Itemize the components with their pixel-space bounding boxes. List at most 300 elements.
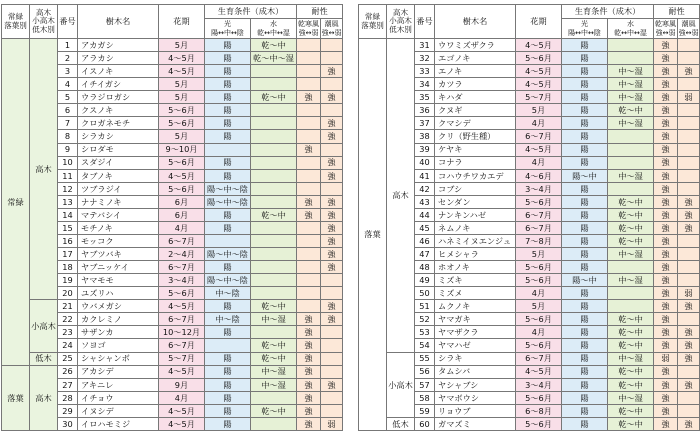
light-cell: 陽〜中〜陰 [205, 248, 251, 261]
tree-name-cell: イヌシデ [78, 404, 159, 417]
water-cell [608, 39, 654, 52]
light-cell: 中〜陰 [205, 287, 251, 300]
light-cell: 陽 [205, 91, 251, 104]
salt-wind-cell: 強 [678, 221, 700, 234]
water-cell [251, 195, 297, 208]
tree-name-cell: カクレミノ [78, 313, 159, 326]
flower-period-cell: 6月 [159, 195, 205, 208]
light-cell: 陽 [562, 91, 608, 104]
water-cell [251, 169, 297, 182]
tree-name-cell: サザンカ [78, 326, 159, 339]
cold-wind-cell: 強 [654, 391, 678, 404]
cold-wind-cell: 強 [297, 391, 321, 404]
water-cell: 中〜湿 [608, 169, 654, 182]
tree-name-cell: イロハモミジ [78, 417, 159, 430]
number-cell: 14 [58, 208, 78, 221]
water-cell [608, 143, 654, 156]
salt-wind-cell: 強 [678, 352, 700, 365]
table-row [359, 39, 700, 52]
cold-wind-cell: 強 [654, 65, 678, 78]
cold-wind-cell [297, 182, 321, 195]
height-class-cell: 高木 [30, 39, 58, 300]
water-cell: 中〜湿 [608, 117, 654, 130]
light-cell: 陽 [562, 287, 608, 300]
cold-wind-cell: 強 [654, 417, 678, 430]
cold-wind-cell: 強 [654, 195, 678, 208]
light-cell: 陽〜中〜陰 [205, 274, 251, 287]
tree-name-cell: ヤブニッケイ [78, 261, 159, 274]
water-cell [251, 326, 297, 339]
light-cell: 陽 [205, 352, 251, 365]
flower-period-cell: 6〜7月 [516, 221, 562, 234]
salt-wind-cell [678, 156, 700, 169]
flower-period-cell: 4〜5月 [516, 39, 562, 52]
tree-name-cell: ツブラジイ [78, 182, 159, 195]
tree-name-cell: クリ（野生種） [435, 130, 516, 143]
tree-name-cell: イスノキ [78, 65, 159, 78]
water-cell: 乾〜中 [251, 300, 297, 313]
cold-wind-cell: 強 [297, 326, 321, 339]
category-cell: 常緑 [2, 39, 30, 366]
water-cell [251, 156, 297, 169]
number-cell: 10 [58, 156, 78, 169]
flower-period-cell: 4月 [159, 391, 205, 404]
cold-wind-cell: 強 [654, 169, 678, 182]
tree-name-cell: タムシバ [435, 365, 516, 378]
cold-wind-cell [297, 274, 321, 287]
number-cell: 37 [415, 117, 435, 130]
number-cell: 34 [415, 78, 435, 91]
table-row [2, 365, 343, 378]
salt-wind-cell: 強 [321, 65, 343, 78]
cold-wind-cell [297, 248, 321, 261]
water-cell: 中〜湿 [608, 352, 654, 365]
flower-period-cell: 4月 [516, 287, 562, 300]
light-cell: 陽 [562, 365, 608, 378]
cold-wind-cell: 強 [654, 104, 678, 117]
tree-name-cell: ハネミイヌエンジュ [435, 234, 516, 247]
salt-wind-cell: 強 [321, 221, 343, 234]
number-cell: 38 [415, 130, 435, 143]
light-cell: 陽 [205, 300, 251, 313]
salt-wind-cell [678, 404, 700, 417]
cold-wind-cell: 強 [297, 352, 321, 365]
salt-wind-cell: 強 [321, 91, 343, 104]
cold-wind-cell: 強 [297, 339, 321, 352]
light-cell: 陽 [205, 208, 251, 221]
cold-wind-cell: 強 [297, 378, 321, 391]
tree-name-cell: ウラジロガシ [78, 91, 159, 104]
light-cell: 陽〜中 [562, 274, 608, 287]
cold-wind-cell: 強 [654, 313, 678, 326]
flower-period-cell: 4月 [159, 221, 205, 234]
salt-wind-cell: 強 [678, 417, 700, 430]
tree-name-cell: クロガネモチ [78, 117, 159, 130]
flower-period-cell: 5月 [159, 39, 205, 52]
water-cell [608, 130, 654, 143]
water-cell [608, 287, 654, 300]
light-cell: 陽 [562, 208, 608, 221]
number-cell: 48 [415, 261, 435, 274]
light-cell: 陽 [562, 78, 608, 91]
header-no: 番号 [415, 5, 435, 39]
cold-wind-cell: 強 [654, 208, 678, 221]
cold-wind-cell: 強 [654, 130, 678, 143]
table-row [2, 300, 343, 313]
water-cell: 乾〜中 [608, 404, 654, 417]
flower-period-cell: 6〜7月 [159, 339, 205, 352]
cold-wind-cell: 強 [297, 91, 321, 104]
water-cell: 乾〜中 [608, 339, 654, 352]
flower-period-cell: 5〜6月 [516, 261, 562, 274]
cold-wind-cell: 強 [654, 300, 678, 313]
salt-wind-cell [678, 391, 700, 404]
header-no: 番号 [58, 5, 78, 39]
salt-wind-cell [678, 182, 700, 195]
tree-name-cell: アカシデ [78, 365, 159, 378]
cold-wind-cell: 強 [654, 182, 678, 195]
water-cell: 乾〜中 [608, 378, 654, 391]
salt-wind-cell [678, 39, 700, 52]
salt-wind-cell: 強 [321, 117, 343, 130]
water-cell: 中〜湿 [608, 391, 654, 404]
flower-period-cell: 4月 [516, 117, 562, 130]
table-row [359, 417, 700, 430]
cold-wind-cell: 強 [654, 91, 678, 104]
flower-period-cell: 4月 [516, 326, 562, 339]
water-cell: 中〜湿 [608, 274, 654, 287]
light-cell: 陽 [205, 365, 251, 378]
water-cell [251, 248, 297, 261]
header-salt: 潮風 強↔弱 [321, 20, 342, 37]
header-name: 樹木名 [78, 5, 159, 39]
table-row [359, 352, 700, 365]
light-cell: 陽 [205, 65, 251, 78]
tree-name-cell: アキニレ [78, 378, 159, 391]
flower-period-cell: 4〜5月 [159, 65, 205, 78]
number-cell: 20 [58, 287, 78, 300]
header-light: 光 陽↔中↔陰 [205, 19, 251, 39]
light-cell: 陽〜中〜陰 [205, 182, 251, 195]
salt-wind-cell [321, 326, 343, 339]
light-cell: 陽 [205, 261, 251, 274]
flower-period-cell: 4月 [516, 156, 562, 169]
number-cell: 59 [415, 404, 435, 417]
water-cell: 乾〜中 [608, 326, 654, 339]
tree-name-cell: リョウブ [435, 404, 516, 417]
header-salt: 潮風 強↔弱 [678, 20, 699, 37]
salt-wind-cell [678, 117, 700, 130]
salt-wind-cell [678, 248, 700, 261]
salt-wind-cell [321, 391, 343, 404]
header-category: 常緑 落葉別 [359, 5, 387, 39]
header-tolerance: 耐性 [297, 5, 343, 19]
light-cell: 陽 [562, 313, 608, 326]
salt-wind-cell [321, 143, 343, 156]
light-cell: 陽 [562, 404, 608, 417]
number-cell: 12 [58, 182, 78, 195]
salt-wind-cell [678, 143, 700, 156]
tree-name-cell: ナンキンハゼ [435, 208, 516, 221]
number-cell: 26 [58, 365, 78, 378]
flower-period-cell: 4〜5月 [516, 365, 562, 378]
flower-period-cell: 5〜6月 [516, 52, 562, 65]
water-cell: 乾〜中 [608, 234, 654, 247]
light-cell: 中〜陰 [205, 313, 251, 326]
tree-name-cell: イチイガシ [78, 78, 159, 91]
salt-wind-cell: 強 [678, 300, 700, 313]
flower-period-cell: 5〜6月 [516, 313, 562, 326]
tree-name-cell: ヤマハゼ [435, 339, 516, 352]
flower-period-cell: 6〜7月 [159, 313, 205, 326]
water-cell [251, 78, 297, 91]
salt-wind-cell [321, 352, 343, 365]
cold-wind-cell: 強 [654, 326, 678, 339]
cold-wind-cell: 強 [297, 208, 321, 221]
tree-name-cell: ヤマモモ [78, 274, 159, 287]
light-cell: 陽 [205, 78, 251, 91]
header-flower: 花期 [159, 5, 205, 39]
water-cell [251, 221, 297, 234]
cold-wind-cell: 強 [654, 248, 678, 261]
tree-name-cell: コブシ [435, 182, 516, 195]
water-cell [251, 287, 297, 300]
light-cell [205, 339, 251, 352]
number-cell: 45 [415, 221, 435, 234]
water-cell [608, 156, 654, 169]
tree-name-cell: ムクノキ [435, 300, 516, 313]
flower-period-cell: 4〜5月 [159, 365, 205, 378]
cold-wind-cell: 強 [654, 221, 678, 234]
flower-period-cell: 5〜6月 [516, 339, 562, 352]
table-row [2, 39, 343, 52]
flower-period-cell: 9〜10月 [159, 143, 205, 156]
cold-wind-cell: 強 [654, 52, 678, 65]
salt-wind-cell: 強 [678, 65, 700, 78]
tree-name-cell: シラキ [435, 352, 516, 365]
number-cell: 47 [415, 248, 435, 261]
cold-wind-cell: 強 [297, 195, 321, 208]
water-cell: 乾〜中 [608, 417, 654, 430]
water-cell [251, 104, 297, 117]
number-cell: 21 [58, 300, 78, 313]
water-cell [608, 182, 654, 195]
cold-wind-cell: 強 [654, 143, 678, 156]
flower-period-cell: 5〜6月 [159, 156, 205, 169]
header-growth: 生育条件（成木） [205, 5, 297, 19]
tree-name-cell: アラカシ [78, 52, 159, 65]
cold-wind-cell: 強 [654, 117, 678, 130]
salt-wind-cell: 強 [321, 208, 343, 221]
water-cell: 中〜湿 [608, 65, 654, 78]
flower-period-cell: 5〜6月 [516, 391, 562, 404]
height-class-cell: 高木 [30, 365, 58, 430]
header-water: 水 乾↔中↔湿 [608, 19, 654, 39]
number-cell: 49 [415, 274, 435, 287]
tree-name-cell: ネムノキ [435, 221, 516, 234]
light-cell: 陽 [562, 261, 608, 274]
water-cell [251, 274, 297, 287]
number-cell: 15 [58, 221, 78, 234]
flower-period-cell: 5〜6月 [159, 104, 205, 117]
salt-wind-cell [321, 52, 343, 65]
flower-period-cell: 5〜6月 [516, 274, 562, 287]
flower-period-cell: 4〜5月 [159, 52, 205, 65]
tree-name-cell: モッコク [78, 234, 159, 247]
water-cell [251, 182, 297, 195]
cold-wind-cell [297, 130, 321, 143]
flower-period-cell: 6〜7月 [159, 261, 205, 274]
cold-wind-cell [297, 261, 321, 274]
water-cell: 乾〜中 [608, 313, 654, 326]
flower-period-cell: 5月 [159, 78, 205, 91]
height-class-cell: 低木 [387, 417, 415, 430]
water-cell: 乾〜中〜湿 [251, 52, 297, 65]
height-class-cell: 低木 [30, 352, 58, 365]
cold-wind-cell [297, 156, 321, 169]
tree-name-cell: ヤマザクラ [435, 326, 516, 339]
light-cell: 陽〜中 [562, 169, 608, 182]
water-cell [251, 143, 297, 156]
cold-wind-cell: 強 [654, 39, 678, 52]
light-cell: 陽 [205, 104, 251, 117]
light-cell: 陽 [562, 104, 608, 117]
water-cell: 中〜湿 [608, 248, 654, 261]
header-height: 高木 小高木 低木別 [387, 5, 415, 39]
number-cell: 36 [415, 104, 435, 117]
tree-name-cell: マテバシイ [78, 208, 159, 221]
light-cell: 陽 [562, 221, 608, 234]
salt-wind-cell [678, 169, 700, 182]
number-cell: 24 [58, 339, 78, 352]
tree-name-cell: シャシャンボ [78, 352, 159, 365]
header-name: 樹木名 [435, 5, 516, 39]
water-cell: 乾〜中 [251, 208, 297, 221]
salt-wind-cell [678, 52, 700, 65]
tree-name-cell: ウバメガシ [78, 300, 159, 313]
flower-period-cell: 9月 [159, 378, 205, 391]
flower-period-cell: 4〜5月 [159, 169, 205, 182]
cold-wind-cell: 強 [297, 417, 321, 430]
cold-wind-cell [297, 300, 321, 313]
flower-period-cell: 4〜5月 [159, 300, 205, 313]
flower-period-cell: 10〜12月 [159, 326, 205, 339]
tree-name-cell: ヤシャブシ [435, 378, 516, 391]
water-cell [251, 130, 297, 143]
water-cell [251, 417, 297, 430]
flower-period-cell: 5月 [516, 248, 562, 261]
flower-period-cell: 6〜7月 [159, 234, 205, 247]
salt-wind-cell [678, 274, 700, 287]
salt-wind-cell: 強 [321, 234, 343, 247]
tree-name-cell: ユズリハ [78, 287, 159, 300]
light-cell: 陽 [562, 156, 608, 169]
water-cell [251, 234, 297, 247]
tree-name-cell: ガマズミ [435, 417, 516, 430]
water-cell: 中〜湿 [608, 91, 654, 104]
salt-wind-cell: 強 [321, 169, 343, 182]
salt-wind-cell: 強 [678, 208, 700, 221]
header-flower: 花期 [516, 5, 562, 39]
water-cell: 乾〜中 [608, 208, 654, 221]
number-cell: 44 [415, 208, 435, 221]
light-cell: 陽 [205, 391, 251, 404]
water-cell: 乾〜中 [251, 404, 297, 417]
tree-name-cell: タブノキ [78, 169, 159, 182]
cold-wind-cell: 強 [654, 261, 678, 274]
light-cell: 陽 [205, 417, 251, 430]
number-cell: 13 [58, 195, 78, 208]
flower-period-cell: 6〜7月 [516, 352, 562, 365]
tree-name-cell: モチノキ [78, 221, 159, 234]
cold-wind-cell [297, 117, 321, 130]
number-cell: 9 [58, 143, 78, 156]
tree-name-cell: キハダ [435, 91, 516, 104]
tree-name-cell: ソヨゴ [78, 339, 159, 352]
flower-period-cell: 4〜5月 [516, 78, 562, 91]
water-cell: 乾〜中 [608, 221, 654, 234]
tree-name-cell: ミズキ [435, 274, 516, 287]
cold-wind-cell: 強 [297, 313, 321, 326]
light-cell: 陽 [205, 130, 251, 143]
cold-wind-cell [297, 287, 321, 300]
table-row [2, 352, 343, 365]
salt-wind-cell [321, 339, 343, 352]
tree-name-cell: ミズメ [435, 287, 516, 300]
water-cell [251, 65, 297, 78]
flower-period-cell: 7〜8月 [516, 234, 562, 247]
salt-wind-cell [321, 78, 343, 91]
water-cell: 中〜湿 [251, 365, 297, 378]
cold-wind-cell: 強 [297, 143, 321, 156]
salt-wind-cell: 強 [321, 156, 343, 169]
salt-wind-cell: 強 [321, 261, 343, 274]
salt-wind-cell [678, 365, 700, 378]
tree-name-cell: シロダモ [78, 143, 159, 156]
number-cell: 57 [415, 378, 435, 391]
number-cell: 54 [415, 339, 435, 352]
flower-period-cell: 3〜4月 [159, 274, 205, 287]
tree-name-cell: カツラ [435, 78, 516, 91]
tree-name-cell: コハウチワカエデ [435, 169, 516, 182]
water-cell: 中〜湿 [251, 313, 297, 326]
cold-wind-cell: 強 [654, 287, 678, 300]
number-cell: 17 [58, 248, 78, 261]
number-cell: 60 [415, 417, 435, 430]
salt-wind-cell [321, 182, 343, 195]
number-cell: 30 [58, 417, 78, 430]
tree-name-cell: シラカシ [78, 130, 159, 143]
number-cell: 22 [58, 313, 78, 326]
number-cell: 50 [415, 287, 435, 300]
flower-period-cell: 4〜5月 [159, 417, 205, 430]
flower-period-cell: 5月 [516, 300, 562, 313]
salt-wind-cell: 強 [321, 195, 343, 208]
cold-wind-cell: 強 [654, 378, 678, 391]
number-cell: 35 [415, 91, 435, 104]
category-cell: 落葉 [359, 39, 387, 431]
header-tolerance: 耐性 [654, 5, 700, 19]
number-cell: 23 [58, 326, 78, 339]
number-cell: 2 [58, 52, 78, 65]
light-cell: 陽 [205, 404, 251, 417]
number-cell: 6 [58, 104, 78, 117]
salt-wind-cell: 強 [678, 339, 700, 352]
light-cell: 陽 [562, 65, 608, 78]
water-cell: 乾〜中 [251, 39, 297, 52]
light-cell: 陽 [205, 117, 251, 130]
water-cell [608, 300, 654, 313]
